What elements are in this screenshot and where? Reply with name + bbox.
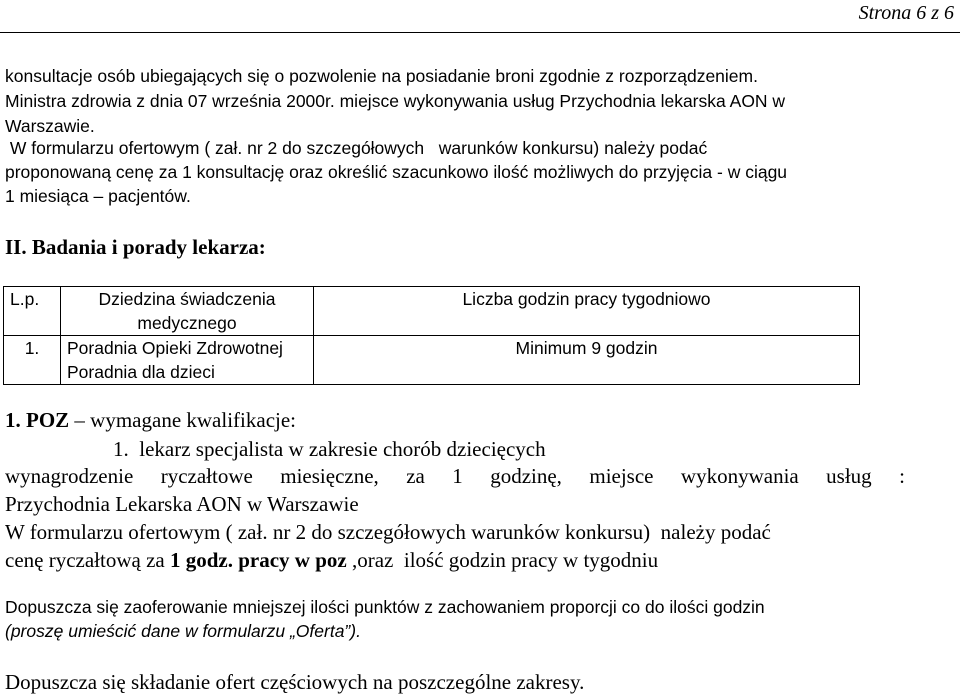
poz-form-line: W formularzu ofertowym ( zał. nr 2 do szczegółowych warunków konkursu) należy podać (5, 520, 771, 544)
note-partial-offers: Dopuszcza się składanie ofert częściowych na poszczególne zakresy. (5, 670, 585, 694)
row-dziedzina (61, 336, 314, 385)
pay-word: : (899, 464, 905, 488)
price-prefix: cenę ryczałtową za (5, 548, 170, 572)
price-bold: 1 godz. pracy w poz (169, 548, 347, 572)
pay-word: wykonywania (680, 464, 799, 488)
header-lp (4, 287, 61, 336)
pay-word: za (406, 464, 425, 488)
price-suffix: ,oraz ilość godzin pracy w tygodniu (346, 548, 659, 572)
note-allowed-line-1: Dopuszcza się zaoferowanie mniejszej ilości punktów z zachowaniem proporcji co do ilości godzin (5, 597, 765, 617)
row-liczba (314, 336, 860, 385)
poz-heading (5, 408, 296, 433)
pay-word: usług (826, 464, 872, 488)
pay-word: miejsce (589, 464, 654, 488)
poz-qualification-item: 1. lekarz specjalista w zakresie chorób dziecięcych (113, 437, 546, 461)
header-liczba-label: Liczba godzin pracy tygodniowo (462, 289, 711, 309)
poz-heading-bold: 1. POZ (5, 408, 70, 432)
intro-line-6: 1 miesiąca – pacjentów. (5, 186, 191, 206)
header-dziedzina-line-1: Dziedzina świadczenia (98, 289, 276, 309)
header-liczba (314, 287, 860, 336)
note-allowed-line-2: (proszę umieścić dane w formularzu „Oferta”). (5, 621, 361, 641)
section-heading: II. Badania i porady lekarza: (5, 235, 266, 259)
header-divider (0, 32, 960, 33)
row-lp (4, 336, 61, 385)
poz-price-line (5, 548, 658, 573)
pay-word: godzinę, (490, 464, 562, 488)
poz-place: Przychodnia Lekarska AON w Warszawie (5, 492, 359, 516)
row-lp-value: 1. (24, 338, 40, 358)
intro-line-2: Ministra zdrowia z dnia 07 września 2000r. miejsce wykonywania usług Przychodnia lekarska AON w (5, 91, 786, 111)
table-header-row (4, 287, 860, 336)
pay-word: wynagrodzenie (5, 464, 134, 488)
header-dziedzina-line-2: medycznego (137, 313, 237, 333)
pay-word: ryczałtowe (160, 464, 253, 488)
poz-pay-line (5, 464, 905, 489)
intro-line-4: W formularzu ofertowym ( zał. nr 2 do szczegółowych warunków konkursu) należy podać (5, 138, 708, 158)
row-dziedzina-line-1: Poradnia Opieki Zdrowotnej (67, 338, 283, 358)
intro-line-5: proponowaną cenę za 1 konsultację oraz określić szacunkowo ilość możliwych do przyjęcia - w ciągu (5, 162, 788, 182)
pay-word: miesięczne, (280, 464, 379, 488)
intro-line-1: konsultacje osób ubiegających się o pozwolenie na posiadanie broni zgodnie z rozporządzeniem. (5, 66, 758, 86)
services-table (3, 286, 860, 385)
intro-line-3: Warszawie. (5, 116, 95, 136)
row-dziedzina-line-2: Poradnia dla dzieci (67, 362, 215, 382)
header-lp-label: L.p. (10, 289, 40, 309)
table-row (4, 336, 860, 385)
header-dziedzina (61, 287, 314, 336)
row-liczba-value: Minimum 9 godzin (515, 338, 658, 358)
pay-word: 1 (452, 464, 463, 488)
poz-heading-rest: – wymagane kwalifikacje: (69, 408, 296, 432)
page-number: Strona 6 z 6 (858, 2, 954, 24)
